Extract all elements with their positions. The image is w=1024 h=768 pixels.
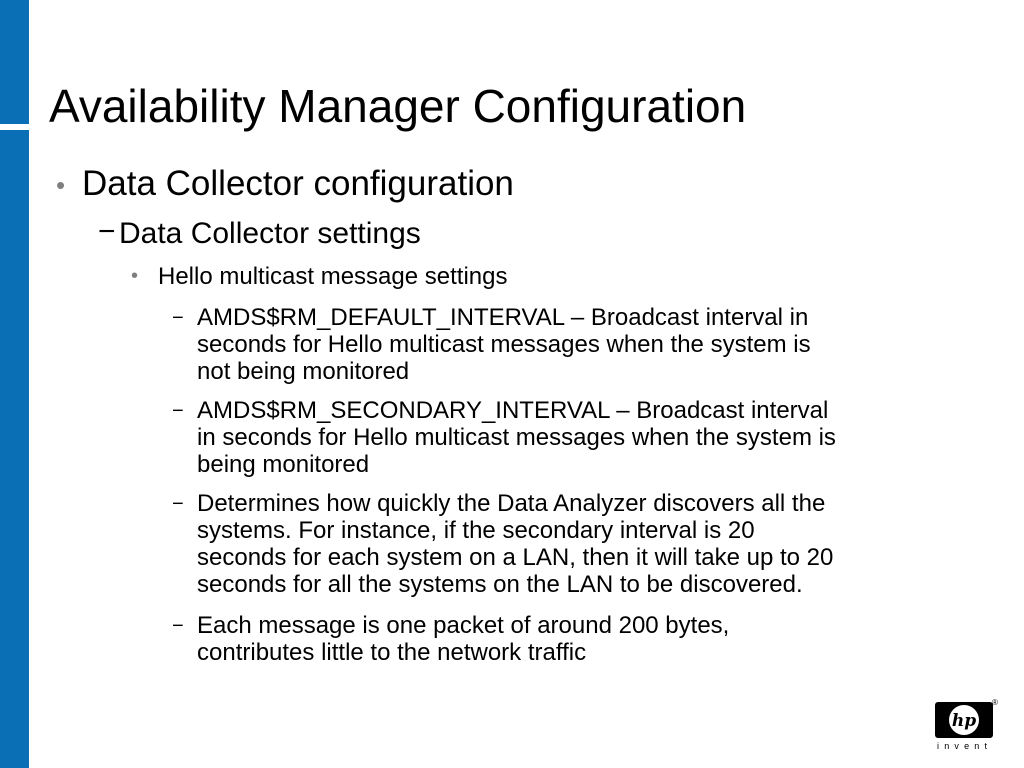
bullet-level3-text: Hello multicast message settings <box>158 263 508 290</box>
list-item-line: seconds for all the systems on the LAN to be discovered. <box>197 571 803 598</box>
bullet-level2-text: Data Collector settings <box>119 217 421 250</box>
list-item-line: AMDS$RM_DEFAULT_INTERVAL – Broadcast interval in <box>197 304 809 331</box>
list-item-line: AMDS$RM_SECONDARY_INTERVAL – Broadcast interval <box>197 397 829 424</box>
hp-logo-mark: hp <box>951 711 977 731</box>
list-item-line: contributes little to the network traffic <box>197 639 587 666</box>
list-item-packet-size <box>197 612 977 666</box>
dash-marker: − <box>172 493 184 515</box>
list-item-line: being monitored <box>197 451 370 478</box>
bullet-dot: • <box>56 170 66 200</box>
list-item-line: seconds for Hello multicast messages when the system is <box>197 331 811 358</box>
list-item-line: Determines how quickly the Data Analyzer discovers all the <box>197 490 826 517</box>
dash-marker: − <box>98 215 116 248</box>
hp-tagline: invent <box>937 741 993 751</box>
list-item-line: not being monitored <box>197 358 410 385</box>
bullet-level1-text: Data Collector configuration <box>82 164 514 203</box>
dash-marker: − <box>172 615 184 637</box>
left-accent-bar <box>0 0 29 768</box>
bullet-dot: • <box>131 265 139 287</box>
left-accent-notch <box>0 124 29 130</box>
list-item-line: systems. For instance, if the secondary interval is 20 <box>197 517 755 544</box>
registered-mark: ® <box>992 698 998 707</box>
list-item-default-interval <box>197 304 977 385</box>
list-item-line: in seconds for Hello multicast messages when the system is <box>197 424 836 451</box>
slide-title: Availability Manager Configuration <box>49 80 747 132</box>
list-item-discovery <box>197 490 977 598</box>
list-item-line: Each message is one packet of around 200 bytes, <box>197 612 730 639</box>
list-item-secondary-interval <box>197 397 977 478</box>
dash-marker: − <box>172 307 184 329</box>
hp-logo <box>935 702 993 738</box>
list-item-line: seconds for each system on a LAN, then it will take up to 20 <box>197 544 834 571</box>
dash-marker: − <box>172 400 184 422</box>
